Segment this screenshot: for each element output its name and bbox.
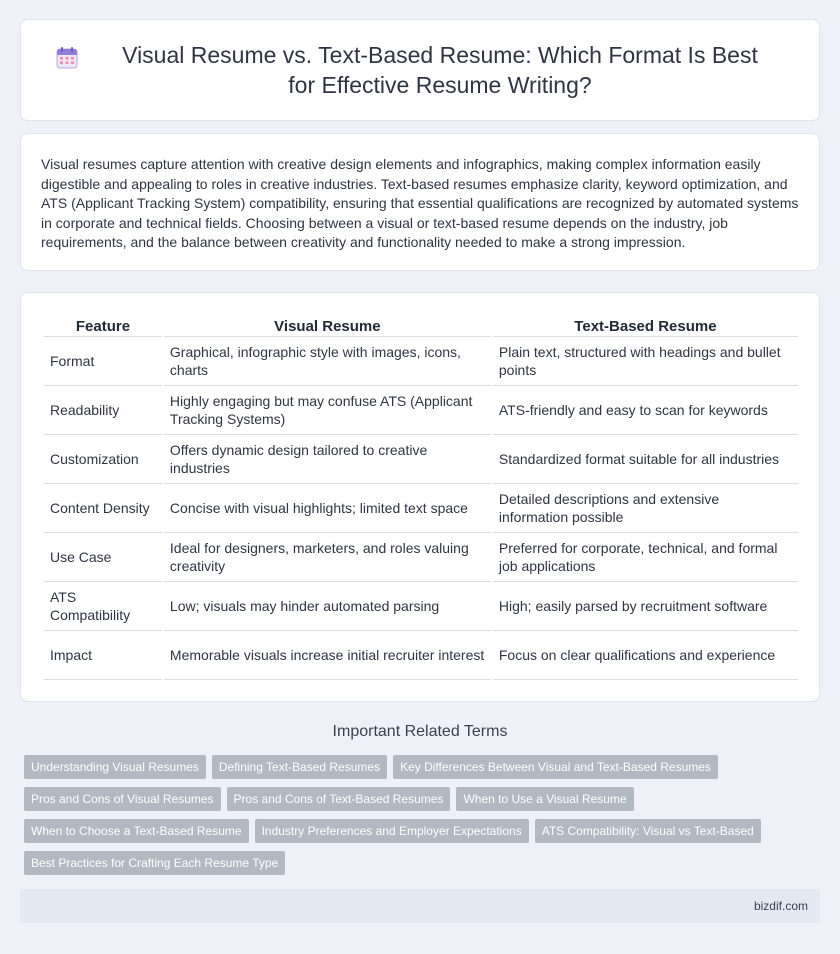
- table-row: [44, 631, 798, 680]
- text-based-cell: Plain text, structured with headings and bullet points: [493, 337, 798, 386]
- text-based-cell: Preferred for corporate, technical, and formal job applications: [493, 533, 798, 582]
- visual-cell: Offers dynamic design tailored to creative industries: [164, 435, 491, 484]
- feature-cell: Customization: [44, 435, 162, 484]
- table-row: [44, 582, 798, 631]
- visual-cell: Ideal for designers, marketers, and roles valuing creativity: [164, 533, 491, 582]
- related-term-tag[interactable]: Best Practices for Crafting Each Resume Type: [24, 851, 285, 875]
- page-title: Visual Resume vs. Text-Based Resume: Which Format Is Best for Effective Resume Writing?: [122, 42, 758, 98]
- header-text-based-resume: Text-Based Resume: [493, 316, 798, 337]
- visual-cell: Concise with visual highlights; limited text space: [164, 484, 491, 533]
- feature-cell: Format: [44, 337, 162, 386]
- table-row: [44, 484, 798, 533]
- visual-cell: Memorable visuals increase initial recruiter interest: [164, 631, 491, 680]
- text-based-cell: Standardized format suitable for all industries: [493, 435, 798, 484]
- table-row: [44, 533, 798, 582]
- text-based-cell: Focus on clear qualifications and experience: [493, 631, 798, 680]
- related-terms-heading: Important Related Terms: [332, 723, 508, 740]
- header-feature: Feature: [44, 316, 162, 337]
- intro-paragraph: Visual resumes capture attention with creative design elements and infographics, making complex information easily digestible and appealing to roles in creative industries. Text-based resumes emphasize clarity, keyword optimization, and ATS (Applicant Tracking System) compatibility, ensuring that essential qualifications are recognized by automated systems in corporate and technical fields. Choosing between a visual or text-based resume depends on the industry, job requirements, and the balance between creativity and functionality needed to make a strong impression.: [41, 156, 799, 251]
- visual-cell: Graphical, infographic style with images, icons, charts: [164, 337, 491, 386]
- text-based-cell: ATS-friendly and easy to scan for keywords: [493, 386, 798, 435]
- intro-card: [20, 133, 820, 271]
- related-terms-list: [24, 755, 804, 875]
- text-based-cell: High; easily parsed by recruitment software: [493, 582, 798, 631]
- table-row: [44, 337, 798, 386]
- feature-cell: Impact: [44, 631, 162, 680]
- table-row: [44, 386, 798, 435]
- related-term-tag[interactable]: Understanding Visual Resumes: [24, 755, 206, 779]
- related-term-tag[interactable]: When to Choose a Text-Based Resume: [24, 819, 249, 843]
- related-term-tag[interactable]: Industry Preferences and Employer Expectations: [255, 819, 529, 843]
- visual-cell: Highly engaging but may confuse ATS (Applicant Tracking Systems): [164, 386, 491, 435]
- feature-cell: Content Density: [44, 484, 162, 533]
- text-based-cell: Detailed descriptions and extensive information possible: [493, 484, 798, 533]
- header-visual-resume: Visual Resume: [164, 316, 491, 337]
- related-term-tag[interactable]: Pros and Cons of Text-Based Resumes: [227, 787, 451, 811]
- footer: [20, 889, 820, 923]
- related-term-tag[interactable]: When to Use a Visual Resume: [456, 787, 633, 811]
- feature-cell: Use Case: [44, 533, 162, 582]
- visual-cell: Low; visuals may hinder automated parsing: [164, 582, 491, 631]
- related-term-tag[interactable]: ATS Compatibility: Visual vs Text-Based: [535, 819, 761, 843]
- footer-site-link[interactable]: bizdif.com: [753, 899, 808, 913]
- related-term-tag[interactable]: Pros and Cons of Visual Resumes: [24, 787, 221, 811]
- header-card: [20, 19, 820, 121]
- feature-cell: ATS Compatibility: [44, 582, 162, 631]
- comparison-table: [42, 316, 800, 680]
- related-term-tag[interactable]: Key Differences Between Visual and Text-Based Resumes: [393, 755, 718, 779]
- table-row: [44, 435, 798, 484]
- comparison-table-card: [20, 292, 820, 702]
- feature-cell: Readability: [44, 386, 162, 435]
- related-term-tag[interactable]: Defining Text-Based Resumes: [212, 755, 387, 779]
- table-header-row: [44, 316, 798, 337]
